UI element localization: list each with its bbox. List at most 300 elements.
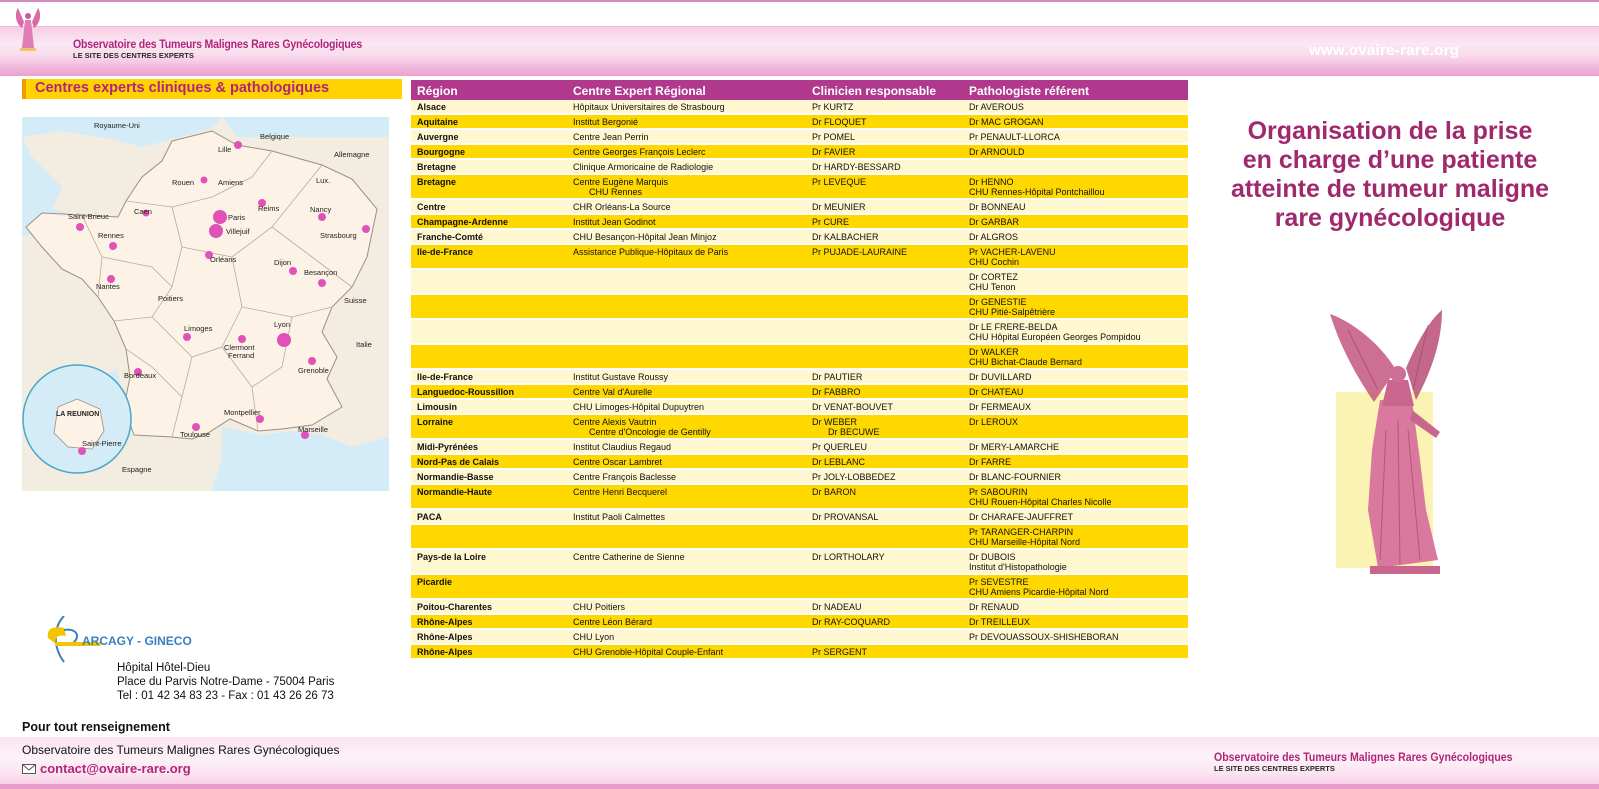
table-row [411,214,1188,229]
cell-line: Pr PUJADE-LAURAINE [812,247,908,257]
cell-line: Dr GARBAR [969,217,1020,227]
cell-line: Dr HARDY-BESSARD [812,162,901,172]
cell-region: Ile-de-France [411,244,567,269]
cell-region: Rhône-Alpes [411,644,567,659]
footer-brand-subtitle: LE SITE DES CENTRES EXPERTS [1214,764,1335,773]
cell-clinicien [806,384,963,399]
cell-region: Rhône-Alpes [411,629,567,644]
cell-line: CHU Limoges-Hôpital Dupuytren [573,402,705,412]
cell-line: Pr QUERLEU [812,442,868,452]
cell-centre [567,454,806,469]
cell-region: Pays-de la Loire [411,549,567,574]
cell-line: Dr RAY-COQUARD [812,617,891,627]
column-header-region: Région [411,80,567,100]
cell-pathologiste [963,454,1188,469]
map-label-paris: Paris [228,213,246,222]
cell-line: Dr MEUNIER [812,202,866,212]
cell-centre [567,129,806,144]
cell-line: Institut Claudius Regaud [573,442,672,452]
cell-line: Pr VACHER-LAVENU [969,247,1056,257]
cell-line: Dr LEBLANC [812,457,866,467]
table-row [411,369,1188,384]
cell-line: Institut Jean Godinot [573,217,656,227]
city-dot [183,333,191,341]
cell-line: CHU Lyon [573,632,615,642]
page-title-line: en charge d’une patiente [1242,146,1538,174]
cell-line: CHU Cochin [969,257,1020,267]
cell-pathologiste [963,384,1188,399]
cell-region: Franche-Comté [411,229,567,244]
cell-line: Centre Jean Perrin [573,132,649,142]
footer-org-name: Observatoire des Tumeurs Malignes Rares Gynécologiques [22,743,340,757]
table-body [411,100,1188,659]
cell-line: Hôpitaux Universitaires de Strasbourg [573,102,725,112]
cell-line: Dr DUVILLARD [969,372,1032,382]
table-row [411,174,1188,199]
cell-region [411,269,567,294]
cell-line: Dr VENAT-BOUVET [812,402,893,412]
address-line: Tel : 01 42 34 83 23 - Fax : 01 43 26 26 73 [117,690,334,702]
cell-pathologiste [963,614,1188,629]
cell-line: CHR Orléans-La Source [573,202,671,212]
map-label-dijon: Dijon [274,258,292,267]
cell-line: CHU Grenoble-Hôpital Couple-Enfant [573,647,724,657]
page-title-line: Organisation de la prise [1247,117,1533,145]
cell-pathologiste [963,159,1188,174]
cell-clinicien [806,114,963,129]
map-label-royaume-uni: Royaume-Uni [94,121,140,130]
table-row [411,439,1188,454]
table-row [411,319,1188,344]
table-row [411,244,1188,269]
cell-line: Dr AVEROUS [969,102,1024,112]
cell-centre [567,384,806,399]
cell-clinicien [806,439,963,454]
cell-line: Clinique Armoricaine de Radiologie [573,162,714,172]
cell-line: Pr POMEL [812,132,856,142]
map-label-nancy: Nancy [310,205,332,214]
cell-region [411,524,567,549]
cell-line: CHU Bichat-Claude Bernard [969,357,1083,367]
cell-clinicien [806,369,963,384]
cell-clinicien [806,599,963,614]
top-border [0,0,1599,2]
table-row [411,129,1188,144]
table-row [411,484,1188,509]
cell-centre [567,549,806,574]
cell-pathologiste [963,574,1188,599]
cell-clinicien [806,469,963,484]
cell-pathologiste [963,524,1188,549]
info-label: Pour tout renseignement [22,720,170,734]
table-row [411,599,1188,614]
cell-line: Dr GENESTIE [969,297,1027,307]
cell-region: Poitou-Charentes [411,599,567,614]
cell-region: Bretagne [411,174,567,199]
cell-clinicien [806,199,963,214]
cell-centre [567,100,806,114]
column-header-clinicien: Clinicien responsable [806,80,963,100]
cell-line: Dr ALGROS [969,232,1019,242]
cell-line: Centre Alexis Vautrin [573,417,657,427]
brand-subtitle: LE SITE DES CENTRES EXPERTS [73,51,194,60]
cell-region: Aquitaine [411,114,567,129]
cell-centre [567,244,806,269]
cell-line: Dr FABBRO [812,387,861,397]
cell-clinicien [806,454,963,469]
table-row [411,384,1188,399]
cell-clinicien [806,484,963,509]
cell-line: CHU Poitiers [573,602,626,612]
cell-line: Dr BECUWE [828,427,880,437]
map-label-lyon: Lyon [274,320,290,329]
cell-line: Institut d'Histopathologie [969,562,1067,572]
cell-line: Dr DUBOIS [969,552,1016,562]
map-label-ferrand: Ferrand [228,351,255,360]
city-dot [76,223,84,231]
cell-line: CHU Rouen-Hôpital Charles Nicolle [969,497,1112,507]
cell-pathologiste [963,229,1188,244]
cell-region: Rhône-Alpes [411,614,567,629]
cell-centre [567,159,806,174]
cell-line: Centre François Baclesse [573,472,677,482]
column-header-centre: Centre Expert Régional [567,80,806,100]
table-row [411,344,1188,369]
cell-line: Pr DEVOUASSOUX-SHISHEBORAN [969,632,1119,642]
cell-pathologiste [963,294,1188,319]
map-label-montpellier: Montpellier [224,408,261,417]
cell-line: Pr TARANGER-CHARPIN [969,527,1074,537]
cell-line: Centre d'Oncologie de Gentilly [589,427,711,437]
brand-title: Observatoire des Tumeurs Malignes Rares Gynécologiques [73,37,363,51]
cell-line: Institut Paoli Calmettes [573,512,666,522]
cell-line: Institut Bergonié [573,117,639,127]
cell-line: Dr MERY-LAMARCHE [969,442,1060,452]
cell-line: Dr NADEAU [812,602,862,612]
cell-line: Dr FARRE [969,457,1012,467]
cell-region: Bretagne [411,159,567,174]
cell-line: Dr CHARAFE-JAUFFRET [969,512,1073,522]
cell-line: CHU Tenon [969,282,1016,292]
table-row [411,574,1188,599]
city-dot [109,242,117,250]
cell-pathologiste [963,344,1188,369]
contact-email-text: contact@ovaire-rare.org [40,761,191,776]
page-title-line: rare gynécologique [1274,204,1506,232]
cell-clinicien [806,229,963,244]
city-dot [213,210,227,224]
cell-region: Centre [411,199,567,214]
cell-line: Centre Val d'Aurelle [573,387,653,397]
cell-region: Nord-Pas de Calais [411,454,567,469]
cell-pathologiste [963,399,1188,414]
cell-region [411,344,567,369]
city-dot [289,267,297,275]
cell-pathologiste [963,414,1188,439]
page-title [1200,117,1580,233]
cell-centre [567,319,806,344]
cell-clinicien [806,414,963,439]
city-dot [318,213,326,221]
cell-pathologiste [963,469,1188,484]
cell-pathologiste [963,174,1188,199]
map-label-rennes: Rennes [98,231,124,240]
cell-line: Dr LE FRERE-BELDA [969,322,1058,332]
map-label-reims: Reims [258,204,280,213]
cell-pathologiste [963,599,1188,614]
cell-clinicien [806,294,963,319]
map-label-la-reunion: LA REUNION [56,411,100,418]
cell-centre [567,344,806,369]
cell-region: Alsace [411,100,567,114]
cell-clinicien [806,144,963,159]
cell-centre [567,574,806,599]
cell-line: Centre Henri Becquerel [573,487,668,497]
map-label-suisse: Suisse [344,296,367,305]
cell-clinicien [806,269,963,294]
footer-brand-title: Observatoire des Tumeurs Malignes Rares Gynécologiques [1214,750,1513,764]
city-dot [238,335,246,343]
map-label-saint-brieuc: Saint-Brieuc [68,212,109,221]
cell-line: Pr LEVEQUE [812,177,867,187]
city-dot [201,177,208,184]
cell-line: Dr FLOQUET [812,117,867,127]
map-label-espagne: Espagne [122,465,152,474]
cell-clinicien [806,159,963,174]
cell-centre [567,509,806,524]
cell-region: Ile-de-France [411,369,567,384]
france-map [22,117,389,491]
table-row [411,524,1188,549]
cell-line: Dr LEROUX [969,417,1019,427]
cell-pathologiste [963,319,1188,344]
cell-pathologiste [963,244,1188,269]
cell-clinicien [806,174,963,199]
cell-line: Pr SEVESTRE [969,577,1029,587]
cell-centre [567,269,806,294]
city-dot [277,333,291,347]
cell-line: Pr CURE [812,217,850,227]
address-block [117,661,334,703]
table-row [411,549,1188,574]
cell-line: Dr FERMEAUX [969,402,1032,412]
cell-clinicien [806,509,963,524]
city-dot [234,141,242,149]
cell-region: Champagne-Ardenne [411,214,567,229]
map-label-orleans: Orléans [210,255,237,264]
map-label-lille: Lille [218,145,232,154]
cell-centre [567,214,806,229]
cell-region: Midi-Pyrénées [411,439,567,454]
cell-line: Dr WEBER [812,417,857,427]
address-line: Place du Parvis Notre-Dame - 75004 Paris [117,676,335,688]
column-header-pathologiste: Pathologiste référent [963,80,1188,100]
cell-pathologiste [963,214,1188,229]
cell-centre [567,614,806,629]
cell-line: CHU Hôpital Européen Georges Pompidou [969,332,1141,342]
cell-pathologiste [963,439,1188,454]
cell-line: Dr CORTEZ [969,272,1018,282]
city-dot [318,279,326,287]
map-label-lux: Lux. [316,176,331,185]
cell-line: Pr PENAULT-LLORCA [969,132,1060,142]
cell-region: Languedoc-Roussillon [411,384,567,399]
cell-line: Dr LORTHOLARY [812,552,885,562]
cell-pathologiste [963,199,1188,214]
cell-line: Dr BLANC-FOURNIER [969,472,1062,482]
cell-pathologiste [963,269,1188,294]
table-row [411,100,1188,114]
cell-line: Centre Eugène Marquis [573,177,669,187]
cell-line: Institut Gustave Roussy [573,372,669,382]
contact-email-link[interactable] [22,761,191,776]
table-row [411,144,1188,159]
city-dot [308,357,316,365]
cell-centre [567,229,806,244]
cell-centre [567,414,806,439]
table-row [411,629,1188,644]
cell-centre [567,369,806,384]
cell-region: Limousin [411,399,567,414]
cell-line: Assistance Publique-Hôpitaux de Paris [573,247,729,257]
cell-region: Normandie-Basse [411,469,567,484]
table-row [411,269,1188,294]
experts-table [411,80,1188,660]
cell-clinicien [806,344,963,369]
cell-line: Centre Oscar Lambret [573,457,663,467]
cell-region: Lorraine [411,414,567,439]
cell-centre [567,484,806,509]
cell-line: Dr FAVIER [812,147,856,157]
cell-pathologiste [963,549,1188,574]
cell-line: Dr RENAUD [969,602,1020,612]
city-dot [78,447,86,455]
cell-line: CHU Rennes [589,187,643,197]
table-row [411,644,1188,659]
cell-centre [567,294,806,319]
table-row [411,114,1188,129]
cell-pathologiste [963,644,1188,659]
cell-line: Dr HENNO [969,177,1014,187]
cell-line: Pr SABOURIN [969,487,1028,497]
map-label-rouen: Rouen [172,178,195,187]
cell-clinicien [806,319,963,344]
table-row [411,469,1188,484]
cell-pathologiste [963,509,1188,524]
map-label-belgique: Belgique [260,132,290,141]
table-row [411,229,1188,244]
map-label-nantes: Nantes [96,282,120,291]
cell-centre [567,629,806,644]
table-row [411,399,1188,414]
cell-clinicien [806,644,963,659]
table-row [411,509,1188,524]
cell-region: Picardie [411,574,567,599]
cell-pathologiste [963,100,1188,114]
cell-line: CHU Pitié-Salpêtrière [969,307,1056,317]
table-header-row [411,80,1188,100]
table-row [411,454,1188,469]
map-label-strasbourg: Strasbourg [320,231,357,240]
cell-clinicien [806,399,963,414]
city-dot [209,224,223,238]
map-label-clermont: Clermont [224,343,255,352]
map-label-caen: Caen [134,207,152,216]
map-label-besancon: Besançon [304,268,338,277]
map-label-villejuif: Villejuif [226,227,250,236]
cell-pathologiste [963,629,1188,644]
map-label-amiens: Amiens [218,178,244,187]
cell-pathologiste [963,144,1188,159]
map-label-bordeaux: Bordeaux [124,371,157,380]
table-row [411,614,1188,629]
cell-centre [567,114,806,129]
cell-clinicien [806,214,963,229]
cell-line: Dr BARON [812,487,857,497]
cell-region: Bourgogne [411,144,567,159]
angel-logo-icon[interactable] [12,4,44,54]
cell-line: Dr ARNOULD [969,147,1025,157]
map-label-limoges: Limoges [184,324,213,333]
table-row [411,199,1188,214]
cell-line: Dr PAUTIER [812,372,863,382]
address-line: Hôpital Hôtel-Dieu [117,662,211,674]
cell-centre [567,144,806,159]
arcagy-logo-text: ARCAGY - GINECO [82,634,192,648]
section-title: Centres experts cliniques & pathologiques [22,79,402,99]
map-label-grenoble: Grenoble [298,366,329,375]
cell-line: Centre Catherine de Sienne [573,552,685,562]
cell-line: Dr BONNEAU [969,202,1026,212]
cell-centre [567,599,806,614]
cell-clinicien [806,629,963,644]
table-row [411,159,1188,174]
cell-centre [567,469,806,484]
cell-region [411,294,567,319]
site-url-link[interactable]: www.ovaire-rare.org [1309,42,1460,59]
cell-line: Centre Georges François Leclerc [573,147,706,157]
cell-line: CHU Amiens Picardie-Hôpital Nord [969,587,1109,597]
envelope-icon [22,762,36,772]
cell-line: Dr WALKER [969,347,1019,357]
cell-pathologiste [963,129,1188,144]
footer-border [0,784,1599,789]
city-dot [362,225,370,233]
cell-line: CHU Besançon-Hôpital Jean Minjoz [573,232,717,242]
cell-region: Normandie-Haute [411,484,567,509]
cell-centre [567,174,806,199]
table-row [411,414,1188,439]
map-label-italie: Italie [356,340,372,349]
cell-line: Pr JOLY-LOBBEDEZ [812,472,896,482]
table-row [411,294,1188,319]
cell-clinicien [806,614,963,629]
cell-clinicien [806,129,963,144]
map-label-allemagne: Allemagne [334,150,370,159]
cell-line: CHU Marseille-Hôpital Nord [969,537,1081,547]
cell-line: Dr PROVANSAL [812,512,879,522]
map-label-toulouse: Toulouse [180,430,211,439]
cell-clinicien [806,549,963,574]
cell-region: Auvergne [411,129,567,144]
map-label-marseille: Marseille [298,425,329,434]
cell-clinicien [806,524,963,549]
page-title-line: atteinte de tumeur maligne [1230,175,1550,203]
cell-centre [567,199,806,214]
cell-region: PACA [411,509,567,524]
cell-clinicien [806,574,963,599]
cell-line: Dr KALBACHER [812,232,879,242]
